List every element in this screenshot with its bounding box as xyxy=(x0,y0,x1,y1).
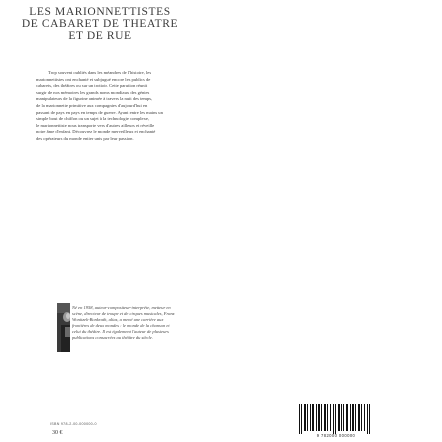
summary-line: de la marionnette primitive aux compagnies d'aujourd'hui en xyxy=(36,102,148,108)
title-line-2: DE CABARET DE THEATRE xyxy=(21,18,179,30)
bio-line: scène, directeur de troupe et de cirques musicales, Franz xyxy=(72,310,175,316)
isbn-text: ISBN 978-2-00-000000-0 xyxy=(50,422,97,426)
summary-line: passant de pays en pays en temps de guerre. Ayant entre les mains un xyxy=(36,109,163,115)
author-portrait xyxy=(57,303,70,352)
bio-line: publications consacrées au théâtre du siècle. xyxy=(72,334,153,340)
summary-line: simple bout de chiffon ou un sujet à la technologie complexe, xyxy=(36,116,150,122)
bio-line: Né en 1958, auteur-compositeur-interprète, metteur en xyxy=(72,305,171,310)
summary-line: surgir de nos mémoires les grands noms mondiaux des génies xyxy=(36,89,150,95)
summary-line: marionnettistes ont enchanté et subjugué encore les publics de xyxy=(36,76,151,82)
title-line-3: ET DE RUE xyxy=(68,30,132,42)
bio-line: celui du théâtre. Il est également l'auteur de plusieurs xyxy=(72,328,169,334)
summary-line: cabarets, des théâtres ou sur un trottoir. Cette parution réunit xyxy=(36,83,148,89)
summary-line: manipulateurs de la figurine animée à travers la nuit des temps, xyxy=(36,96,153,102)
price-label: 30 € xyxy=(52,430,63,436)
author-section xyxy=(57,303,357,359)
summary-line: des opérateurs du monde entier unis par leur passion. xyxy=(36,135,134,141)
bio-line: Wonitzek-Bonkrath, alias, a mené une carrière aux xyxy=(72,316,164,322)
author-bio xyxy=(72,305,357,340)
book-title xyxy=(0,6,200,42)
barcode-digits: 9 782000 000000 xyxy=(316,433,356,438)
summary-line: notre âme d'enfant. Découvrez le monde merveilleux et enchanté xyxy=(36,129,156,135)
title-line-1: LES MARIONNETTISTES xyxy=(29,6,171,18)
summary-line: Trop souvent oubliés dans les méandres de l'histoire, les xyxy=(48,70,152,75)
summary-line: le marionnettiste nous transporte vers d'autres ailleurs et réveille xyxy=(36,122,155,128)
bio-line: frontières de deux mondes : le monde de la chanson et xyxy=(72,322,170,328)
summary-paragraph xyxy=(36,70,336,143)
